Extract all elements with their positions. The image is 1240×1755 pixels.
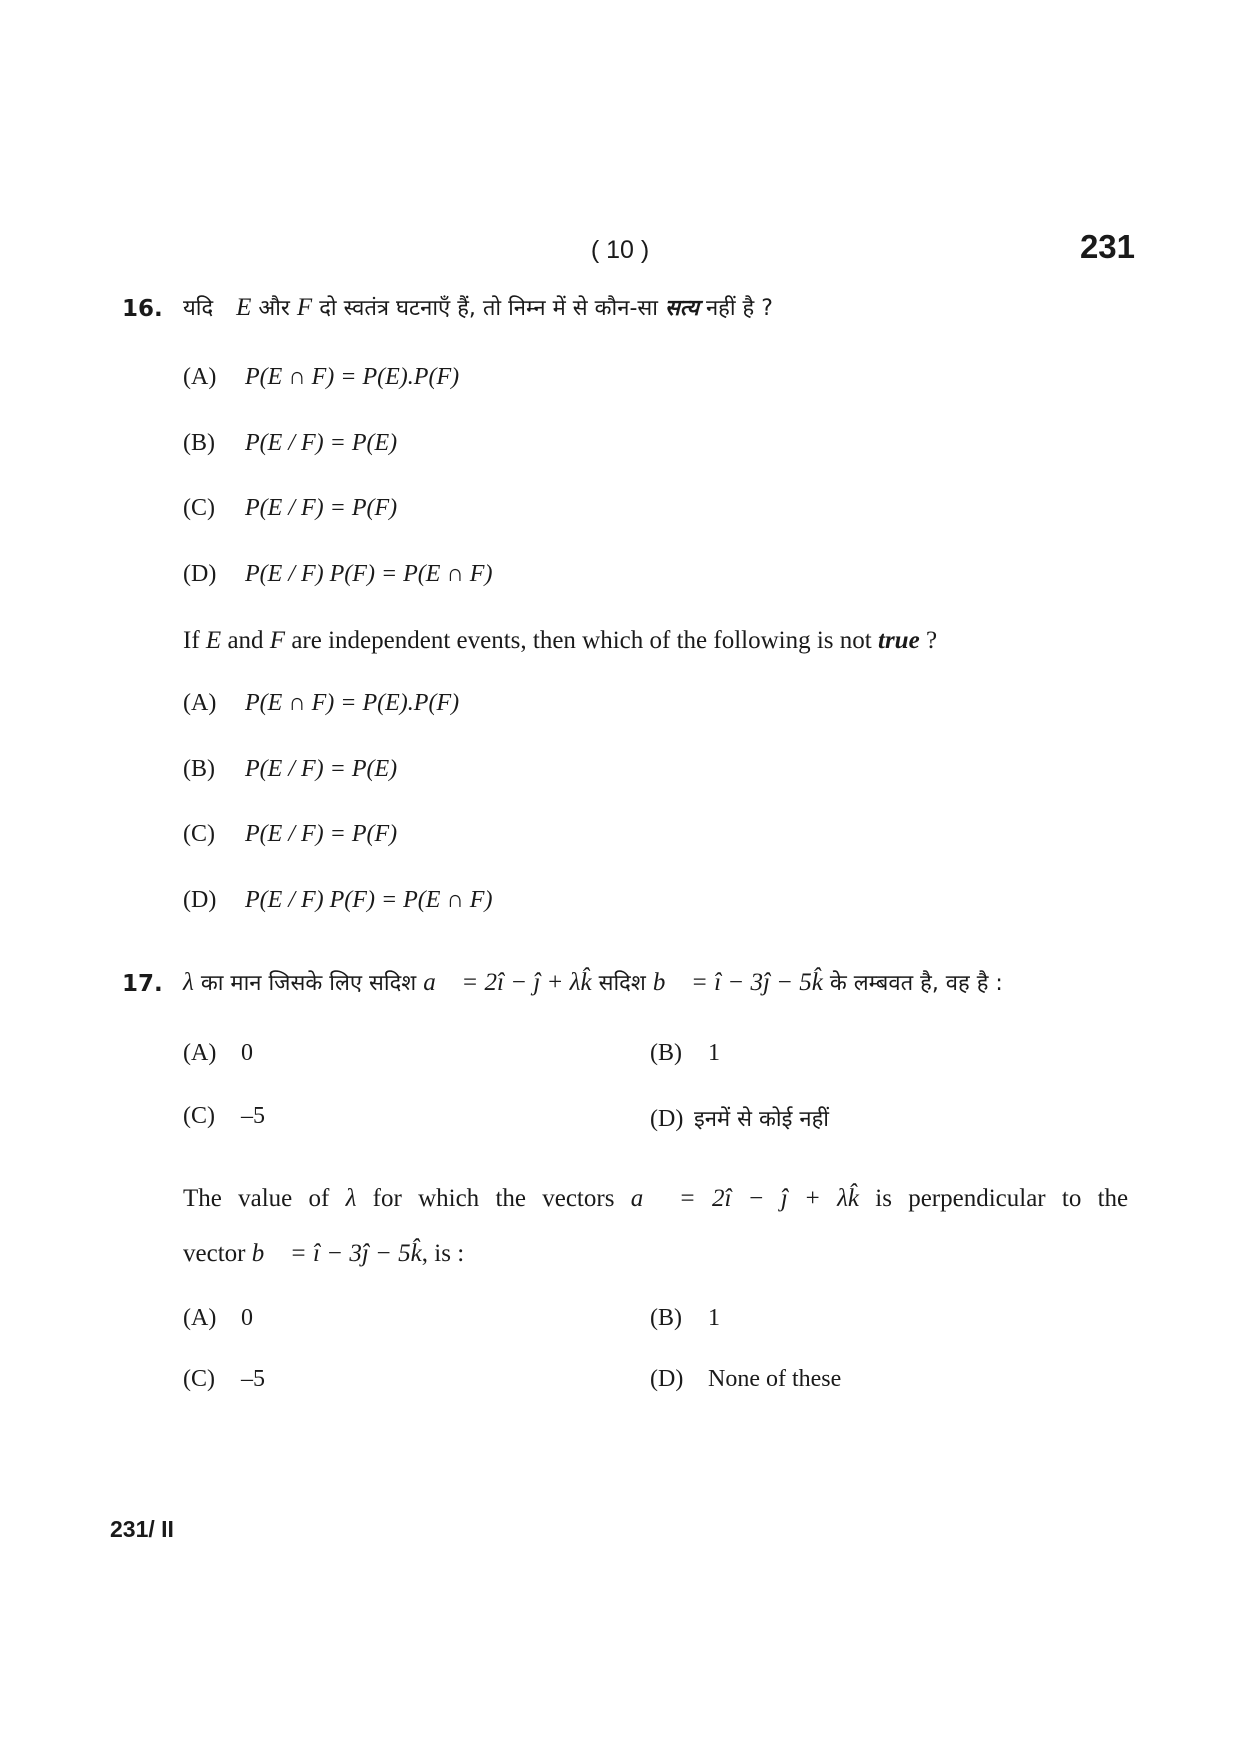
q16-hindi-option-a: (A) P(E ∩ F) = P(E).P(F) <box>183 364 460 390</box>
emphasis-true-hindi: सत्य <box>664 296 699 321</box>
q16-english-option-a: (A) P(E ∩ F) = P(E).P(F) <box>183 690 460 716</box>
vector-a-expression: a⃗ = 2î − ĵ + λk̂ <box>423 969 592 996</box>
q16-english-option-d: (D) P(E / F) P(F) = P(E ∩ F) <box>183 887 493 913</box>
paper-code: 231 <box>1079 228 1135 265</box>
emphasis-true: true <box>878 627 920 654</box>
lambda-symbol: λ <box>345 1185 357 1212</box>
q16-english-option-b: (B) P(E / F) = P(E) <box>183 756 398 782</box>
footer-paper-code: 231/ II <box>110 1516 174 1542</box>
q17-english-option-d: (D) None of these <box>650 1366 842 1392</box>
vector-b-expression: b⃗ = î − 3ĵ − 5k̂ <box>652 969 823 996</box>
event-f: F <box>296 294 313 321</box>
question-16-hindi-stem <box>183 293 773 324</box>
q16-hindi-option-b: (B) P(E / F) = P(E) <box>183 430 398 456</box>
hindi-word: दो स्वतंत्र घटनाएँ हैं, तो निम्न में से कौन-सा <box>312 296 665 321</box>
question-16-number: 16. <box>122 296 163 322</box>
question-17-english-stem-line1: The value of λ for which the vectors a⃗ = 2î − ĵ + λk̂ is perpendicular to the <box>183 1185 1129 1212</box>
event-e: E <box>205 627 222 654</box>
vector-a-expression: a⃗ = 2î − ĵ + λk̂ <box>630 1185 859 1212</box>
q17-hindi-option-b: (B) 1 <box>650 1040 720 1066</box>
event-e: E <box>236 294 252 321</box>
q17-hindi-option-c: (C) –5 <box>183 1103 265 1129</box>
lambda-symbol: λ <box>183 969 194 996</box>
vector-b-expression: b⃗ = î − 3ĵ − 5k̂ <box>251 1240 422 1267</box>
page-number: ( 10 ) <box>590 236 650 264</box>
q17-english-option-a: (A) 0 <box>183 1305 253 1331</box>
q16-english-option-c: (C) P(E / F) = P(F) <box>183 821 398 847</box>
question-17-number: 17. <box>122 971 163 997</box>
question-17-hindi-stem: λ का मान जिसके लिए सदिश a⃗ = 2î − ĵ + λk̂ सदिश b⃗ = î − 3ĵ − 5k̂ के लम्बवत है, वह है : <box>183 969 1003 996</box>
question-17-english-stem-line2: vector b⃗ = î − 3ĵ − 5k̂, is : <box>183 1240 465 1267</box>
q17-english-option-b: (B) 1 <box>650 1305 720 1331</box>
hindi-word: नहीं है ? <box>698 296 773 321</box>
q17-english-option-c: (C) –5 <box>183 1366 265 1392</box>
q16-hindi-option-d: (D) P(E / F) P(F) = P(E ∩ F) <box>183 561 493 587</box>
event-f: F <box>269 627 286 654</box>
q16-hindi-option-c: (C) P(E / F) = P(F) <box>183 495 398 521</box>
hindi-word: और <box>251 296 297 321</box>
q17-hindi-option-d: (D) इनमें से कोई नहीं <box>650 1106 830 1132</box>
q17-hindi-option-a: (A) 0 <box>183 1040 253 1066</box>
hindi-word: यदि <box>183 296 214 321</box>
question-16-english-stem: If E and F are independent events, then which of the following is not true ? <box>183 627 938 654</box>
